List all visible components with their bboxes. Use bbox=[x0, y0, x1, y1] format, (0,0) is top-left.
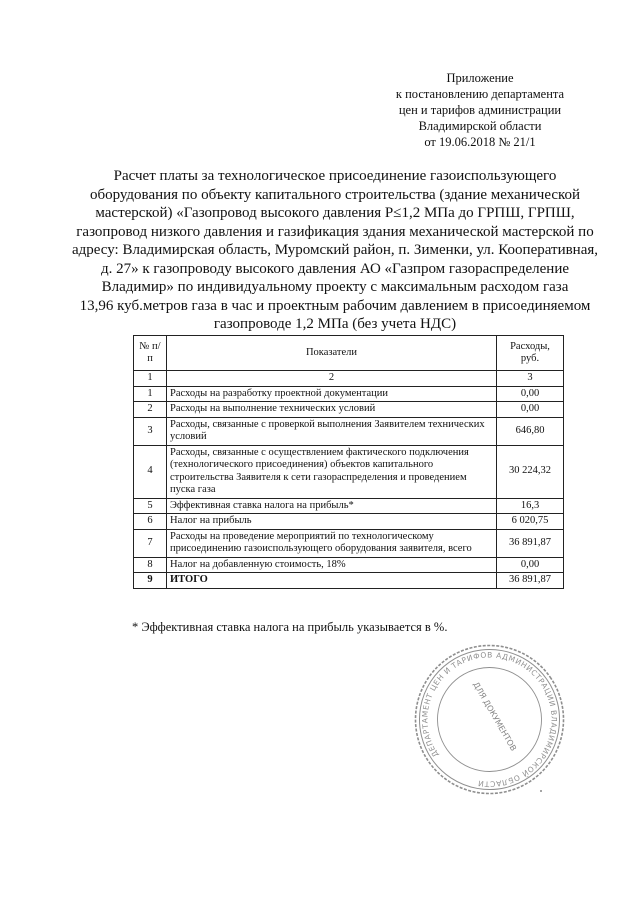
column-index-row bbox=[134, 371, 564, 387]
index-num: 1 bbox=[134, 371, 167, 387]
title-line: д. 27» к газопроводу высокого давления АО «Газпром газораспределение bbox=[100, 260, 570, 277]
row-value: 646,80 bbox=[497, 417, 564, 445]
row-num: 9 bbox=[134, 573, 167, 589]
appendix-line: к постановлению департамента bbox=[395, 87, 565, 101]
title-line: мастерской) «Газопровод высокого давления Р≤1,2 МПа до ГРПШ, ГРПШ, bbox=[95, 205, 575, 221]
footnote: * Эффективная ставка налога на прибыль указывается в %. bbox=[132, 620, 448, 634]
row-num: 4 bbox=[134, 445, 167, 498]
stamp-ring-text: ДЕПАРТАМЕНТ ЦЕН И ТАРИФОВ АДМИНИСТРАЦИИ ВЛАДИМИРСКОЙ ОБЛАСТИ bbox=[420, 650, 559, 789]
stamp-center-text: ДЛЯ ДОКУМЕНТОВ bbox=[471, 680, 519, 753]
title-line: оборудования по объекту капитального строительства (здание механической bbox=[89, 186, 581, 203]
row-num: 5 bbox=[134, 498, 167, 514]
header-num: № п/п bbox=[134, 336, 167, 371]
row-indicator: Расходы, связанные с осуществлением фактического подключения (технологического присоединения) объектов капитального строительства Заявителя к сети газораспределения и проведением пуска газа bbox=[167, 445, 497, 498]
table-row bbox=[134, 386, 564, 402]
row-num: 2 bbox=[134, 402, 167, 418]
title-line: газопроводе 1,2 МПа (без учета НДС) bbox=[213, 316, 457, 332]
total-row bbox=[134, 573, 564, 589]
table-row bbox=[134, 445, 564, 498]
index-value: 3 bbox=[497, 371, 564, 387]
header-value: Расходы, руб. bbox=[497, 336, 564, 371]
appendix-line: цен и тарифов администрации bbox=[398, 103, 562, 117]
official-stamp bbox=[412, 642, 567, 797]
appendix-line: Владимирской области bbox=[418, 119, 542, 133]
appendix-line: от 19.06.2018 № 21/1 bbox=[424, 135, 536, 149]
appendix-block bbox=[360, 70, 600, 150]
row-indicator: Налог на прибыль bbox=[167, 514, 497, 530]
header-indicator: Показатели bbox=[167, 336, 497, 371]
index-indicator: 2 bbox=[167, 371, 497, 387]
row-indicator: ИТОГО bbox=[167, 573, 497, 589]
row-num: 8 bbox=[134, 557, 167, 573]
appendix-line: Приложение bbox=[446, 71, 514, 85]
row-indicator: Расходы на выполнение технических условий bbox=[167, 402, 497, 418]
row-value: 30 224,32 bbox=[497, 445, 564, 498]
row-value: 0,00 bbox=[497, 402, 564, 418]
table-row bbox=[134, 529, 564, 557]
table-row bbox=[134, 514, 564, 530]
table-row bbox=[134, 402, 564, 418]
title-line: 13,96 куб.метров газа в час и проектным рабочим давлением в присоединяемом bbox=[79, 297, 591, 314]
title-line: адресу: Владимирская область, Муромский район, п. Зименки, ул. Кооперативная, bbox=[71, 242, 599, 258]
svg-text:ДЕПАРТАМЕНТ ЦЕН И ТАРИФОВ АДМИ bbox=[412, 642, 567, 797]
scan-speck bbox=[540, 790, 542, 792]
table-header-row bbox=[134, 336, 564, 371]
row-value: 0,00 bbox=[497, 386, 564, 402]
row-indicator: Эффективная ставка налога на прибыль* bbox=[167, 498, 497, 514]
row-value: 6 020,75 bbox=[497, 514, 564, 530]
row-num: 7 bbox=[134, 529, 167, 557]
row-value: 36 891,87 bbox=[497, 573, 564, 589]
row-value: 16,3 bbox=[497, 498, 564, 514]
table-row bbox=[134, 557, 564, 573]
row-value: 36 891,87 bbox=[497, 529, 564, 557]
title-line: газопровод низкого давления и газификация здания механической мастерской по bbox=[76, 223, 594, 240]
row-num: 1 bbox=[134, 386, 167, 402]
title-line: Расчет платы за технологическое присоединение газоиспользующего bbox=[113, 168, 557, 184]
table-row bbox=[134, 417, 564, 445]
row-num: 3 bbox=[134, 417, 167, 445]
calculation-table bbox=[133, 335, 564, 589]
title-line: Владимир» по индивидуальному проекту с максимальным расходом газа bbox=[101, 279, 569, 295]
row-indicator: Налог на добавленную стоимость, 18% bbox=[167, 557, 497, 573]
row-indicator: Расходы на проведение мероприятий по технологическому присоединению газоиспользующего оборудования заявителя, всего bbox=[167, 529, 497, 557]
row-value: 0,00 bbox=[497, 557, 564, 573]
row-num: 6 bbox=[134, 514, 167, 530]
row-indicator: Расходы на разработку проектной документации bbox=[167, 386, 497, 402]
table-row bbox=[134, 498, 564, 514]
document-title bbox=[70, 167, 600, 334]
row-indicator: Расходы, связанные с проверкой выполнения Заявителем технических условий bbox=[167, 417, 497, 445]
